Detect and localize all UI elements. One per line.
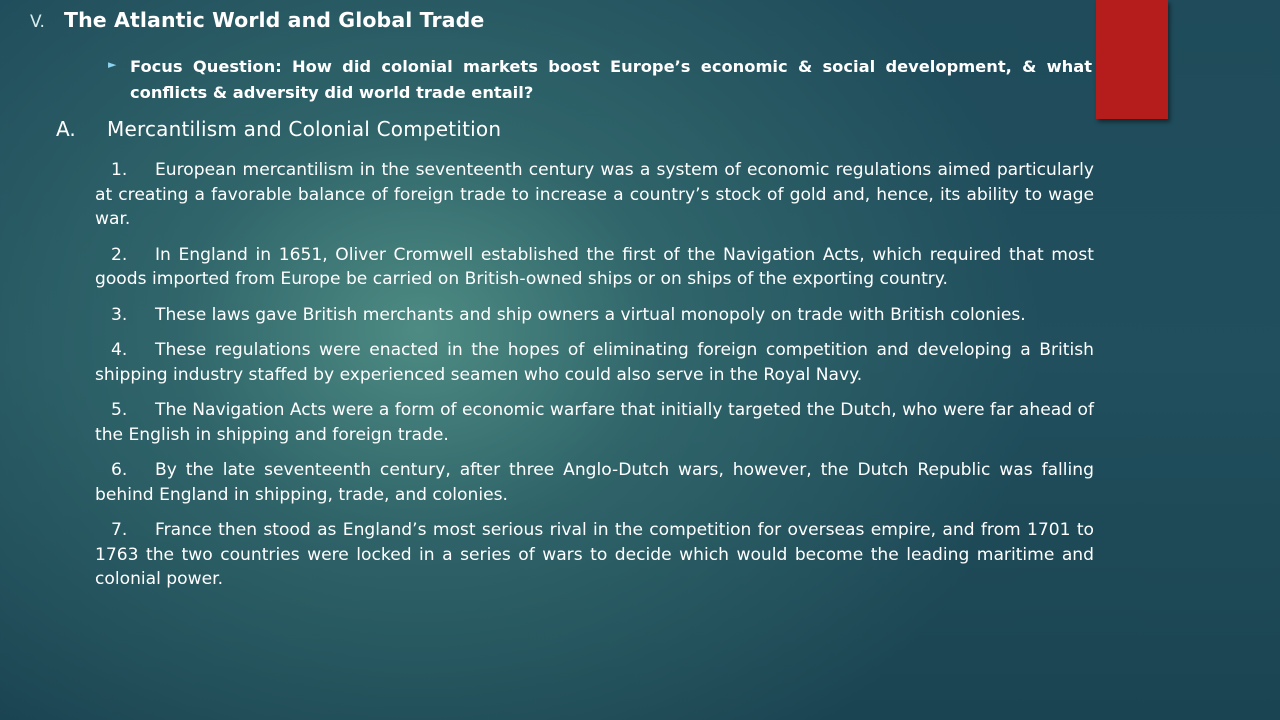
list-item xyxy=(95,398,1094,447)
list-item xyxy=(95,518,1094,592)
subsection-title: Mercantilism and Colonial Competition xyxy=(107,117,502,141)
focus-question xyxy=(108,54,1093,106)
list-item-text: These regulations were enacted in the hopes of eliminating foreign competition and developing a British shipping industry staffed by experienced seamen who could also serve in the Royal Navy. xyxy=(95,340,1094,385)
subsection-heading xyxy=(56,117,1056,141)
section-heading xyxy=(30,8,1090,32)
list-item-text: European mercantilism in the seventeenth century was a system of economic regulations aimed particularly at creating a favorable balance of foreign trade to increase a country’s stock of gold and, hence, its ability to wage war. xyxy=(95,160,1094,229)
list-item-text: In England in 1651, Oliver Cromwell established the first of the Navigation Acts, which required that most goods imported from Europe be carried on British-owned ships or on ships of the exporting country. xyxy=(95,244,1094,289)
subsection-letter: A. xyxy=(56,117,76,141)
section-title: The Atlantic World and Global Trade xyxy=(64,8,485,32)
list-item-number: 6. xyxy=(111,460,128,480)
list-item xyxy=(95,243,1094,292)
list-item-text: By the late seventeenth century, after three Anglo-Dutch wars, however, the Dutch Republic was falling behind England in shipping, trade, and colonies. xyxy=(95,460,1094,505)
list-item-number: 1. xyxy=(111,160,128,180)
section-number: V. xyxy=(30,12,45,32)
list-item xyxy=(95,158,1094,232)
list-item-number: 4. xyxy=(111,340,128,360)
list-item xyxy=(95,458,1094,507)
list-item-number: 2. xyxy=(111,244,128,265)
list-item xyxy=(95,338,1094,387)
focus-question-text: Focus Question: How did colonial markets boost Europe’s economic & social development, & what conflicts & adversity did world trade entail? xyxy=(130,57,1092,102)
list-item-text: These laws gave British merchants and ship owners a virtual monopoly on trade with British colonies. xyxy=(155,304,1026,325)
list-item xyxy=(95,303,1094,328)
numbered-list xyxy=(95,158,1094,603)
list-item-number: 7. xyxy=(111,520,128,540)
list-item-number: 5. xyxy=(111,400,128,420)
list-item-number: 3. xyxy=(111,304,128,325)
list-item-text: France then stood as England’s most serious rival in the competition for overseas empire, and from 1701 to 1763 the two countries were locked in a series of wars to decide which would become the leading maritime and colonial power. xyxy=(95,520,1094,589)
triangle-right-icon: ► xyxy=(108,58,117,71)
list-item-text: The Navigation Acts were a form of economic warfare that initially targeted the Dutch, who were far ahead of the English in shipping and foreign trade. xyxy=(95,400,1094,445)
accent-tab xyxy=(1096,0,1168,119)
